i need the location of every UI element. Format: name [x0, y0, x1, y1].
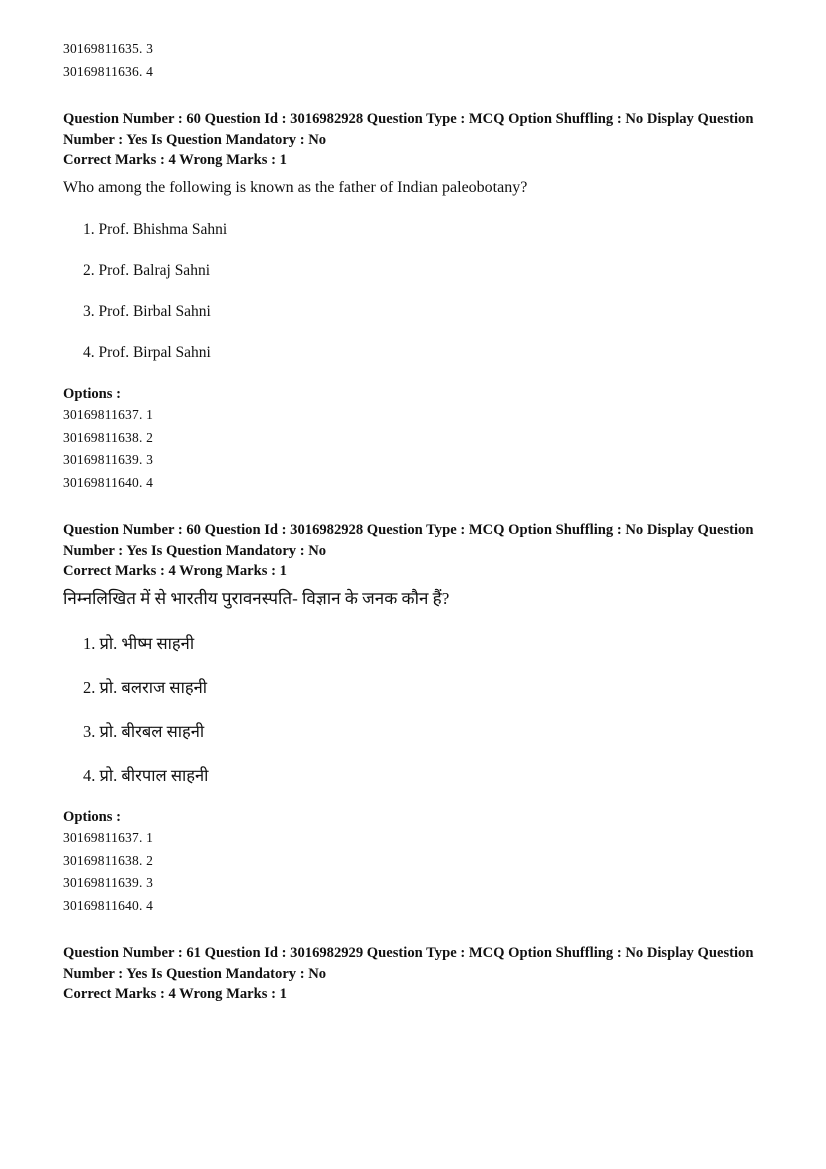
option-id-line: 30169811640. 4	[63, 474, 154, 490]
question-text: निम्नलिखित में से भारतीय पुरावनस्पति- विज्ञान के जनक कौन हैं?	[63, 588, 450, 608]
option-id-line: 30169811640. 4	[63, 897, 154, 913]
option-id-line: 30169811635. 3	[63, 41, 154, 56]
question-header-line1: Question Number : 60 Question Id : 3016982928 Question Type : MCQ Option Shuffling : No Display Question	[63, 522, 754, 538]
question-header-line2: Number : Yes Is Question Mandatory : No	[63, 131, 327, 148]
choice-item: 4. Prof. Birpal Sahni	[83, 343, 211, 361]
option-id-line: 30169811639. 3	[63, 452, 154, 467]
choice-item: 2. प्रो. बलराज साहनी	[83, 677, 208, 697]
choice-item: 4. प्रो. बीरपाल साहनी	[83, 765, 209, 785]
option-id-line: 30169811638. 2	[63, 429, 154, 445]
choice-item: 1. Prof. Bhishma Sahni	[83, 220, 228, 238]
marks-line: Correct Marks : 4 Wrong Marks : 1	[63, 563, 287, 579]
question-block-60-english	[63, 109, 768, 494]
question-block-61-header	[63, 943, 768, 1005]
question-block-60-hindi	[63, 520, 768, 917]
choice-item: 3. प्रो. बीरबल साहनी	[83, 721, 205, 741]
question-text: Who among the following is known as the father of Indian paleobotany?	[63, 178, 528, 196]
marks-line: Correct Marks : 4 Wrong Marks : 1	[63, 986, 287, 1002]
option-id-line: 30169811637. 1	[63, 407, 154, 422]
marks-line: Correct Marks : 4 Wrong Marks : 1	[63, 152, 287, 168]
option-id-line: 30169811638. 2	[63, 852, 154, 868]
options-label: Options :	[63, 385, 121, 402]
question-header-line2: Number : Yes Is Question Mandatory : No	[63, 965, 327, 982]
option-id-line: 30169811637. 1	[63, 830, 154, 845]
choice-item: 2. Prof. Balraj Sahni	[83, 261, 210, 279]
choice-item: 3. Prof. Birbal Sahni	[83, 302, 211, 320]
option-id-line: 30169811636. 4	[63, 63, 154, 79]
option-id-line: 30169811639. 3	[63, 875, 154, 890]
question-header-line1: Question Number : 61 Question Id : 3016982929 Question Type : MCQ Option Shuffling : No Display Question	[63, 945, 754, 961]
options-label: Options :	[63, 808, 121, 825]
question-header-line2: Number : Yes Is Question Mandatory : No	[63, 542, 327, 559]
choice-item: 1. प्रो. भीष्म साहनी	[83, 633, 195, 653]
question-header-line1: Question Number : 60 Question Id : 3016982928 Question Type : MCQ Option Shuffling : No Display Question	[63, 111, 754, 127]
